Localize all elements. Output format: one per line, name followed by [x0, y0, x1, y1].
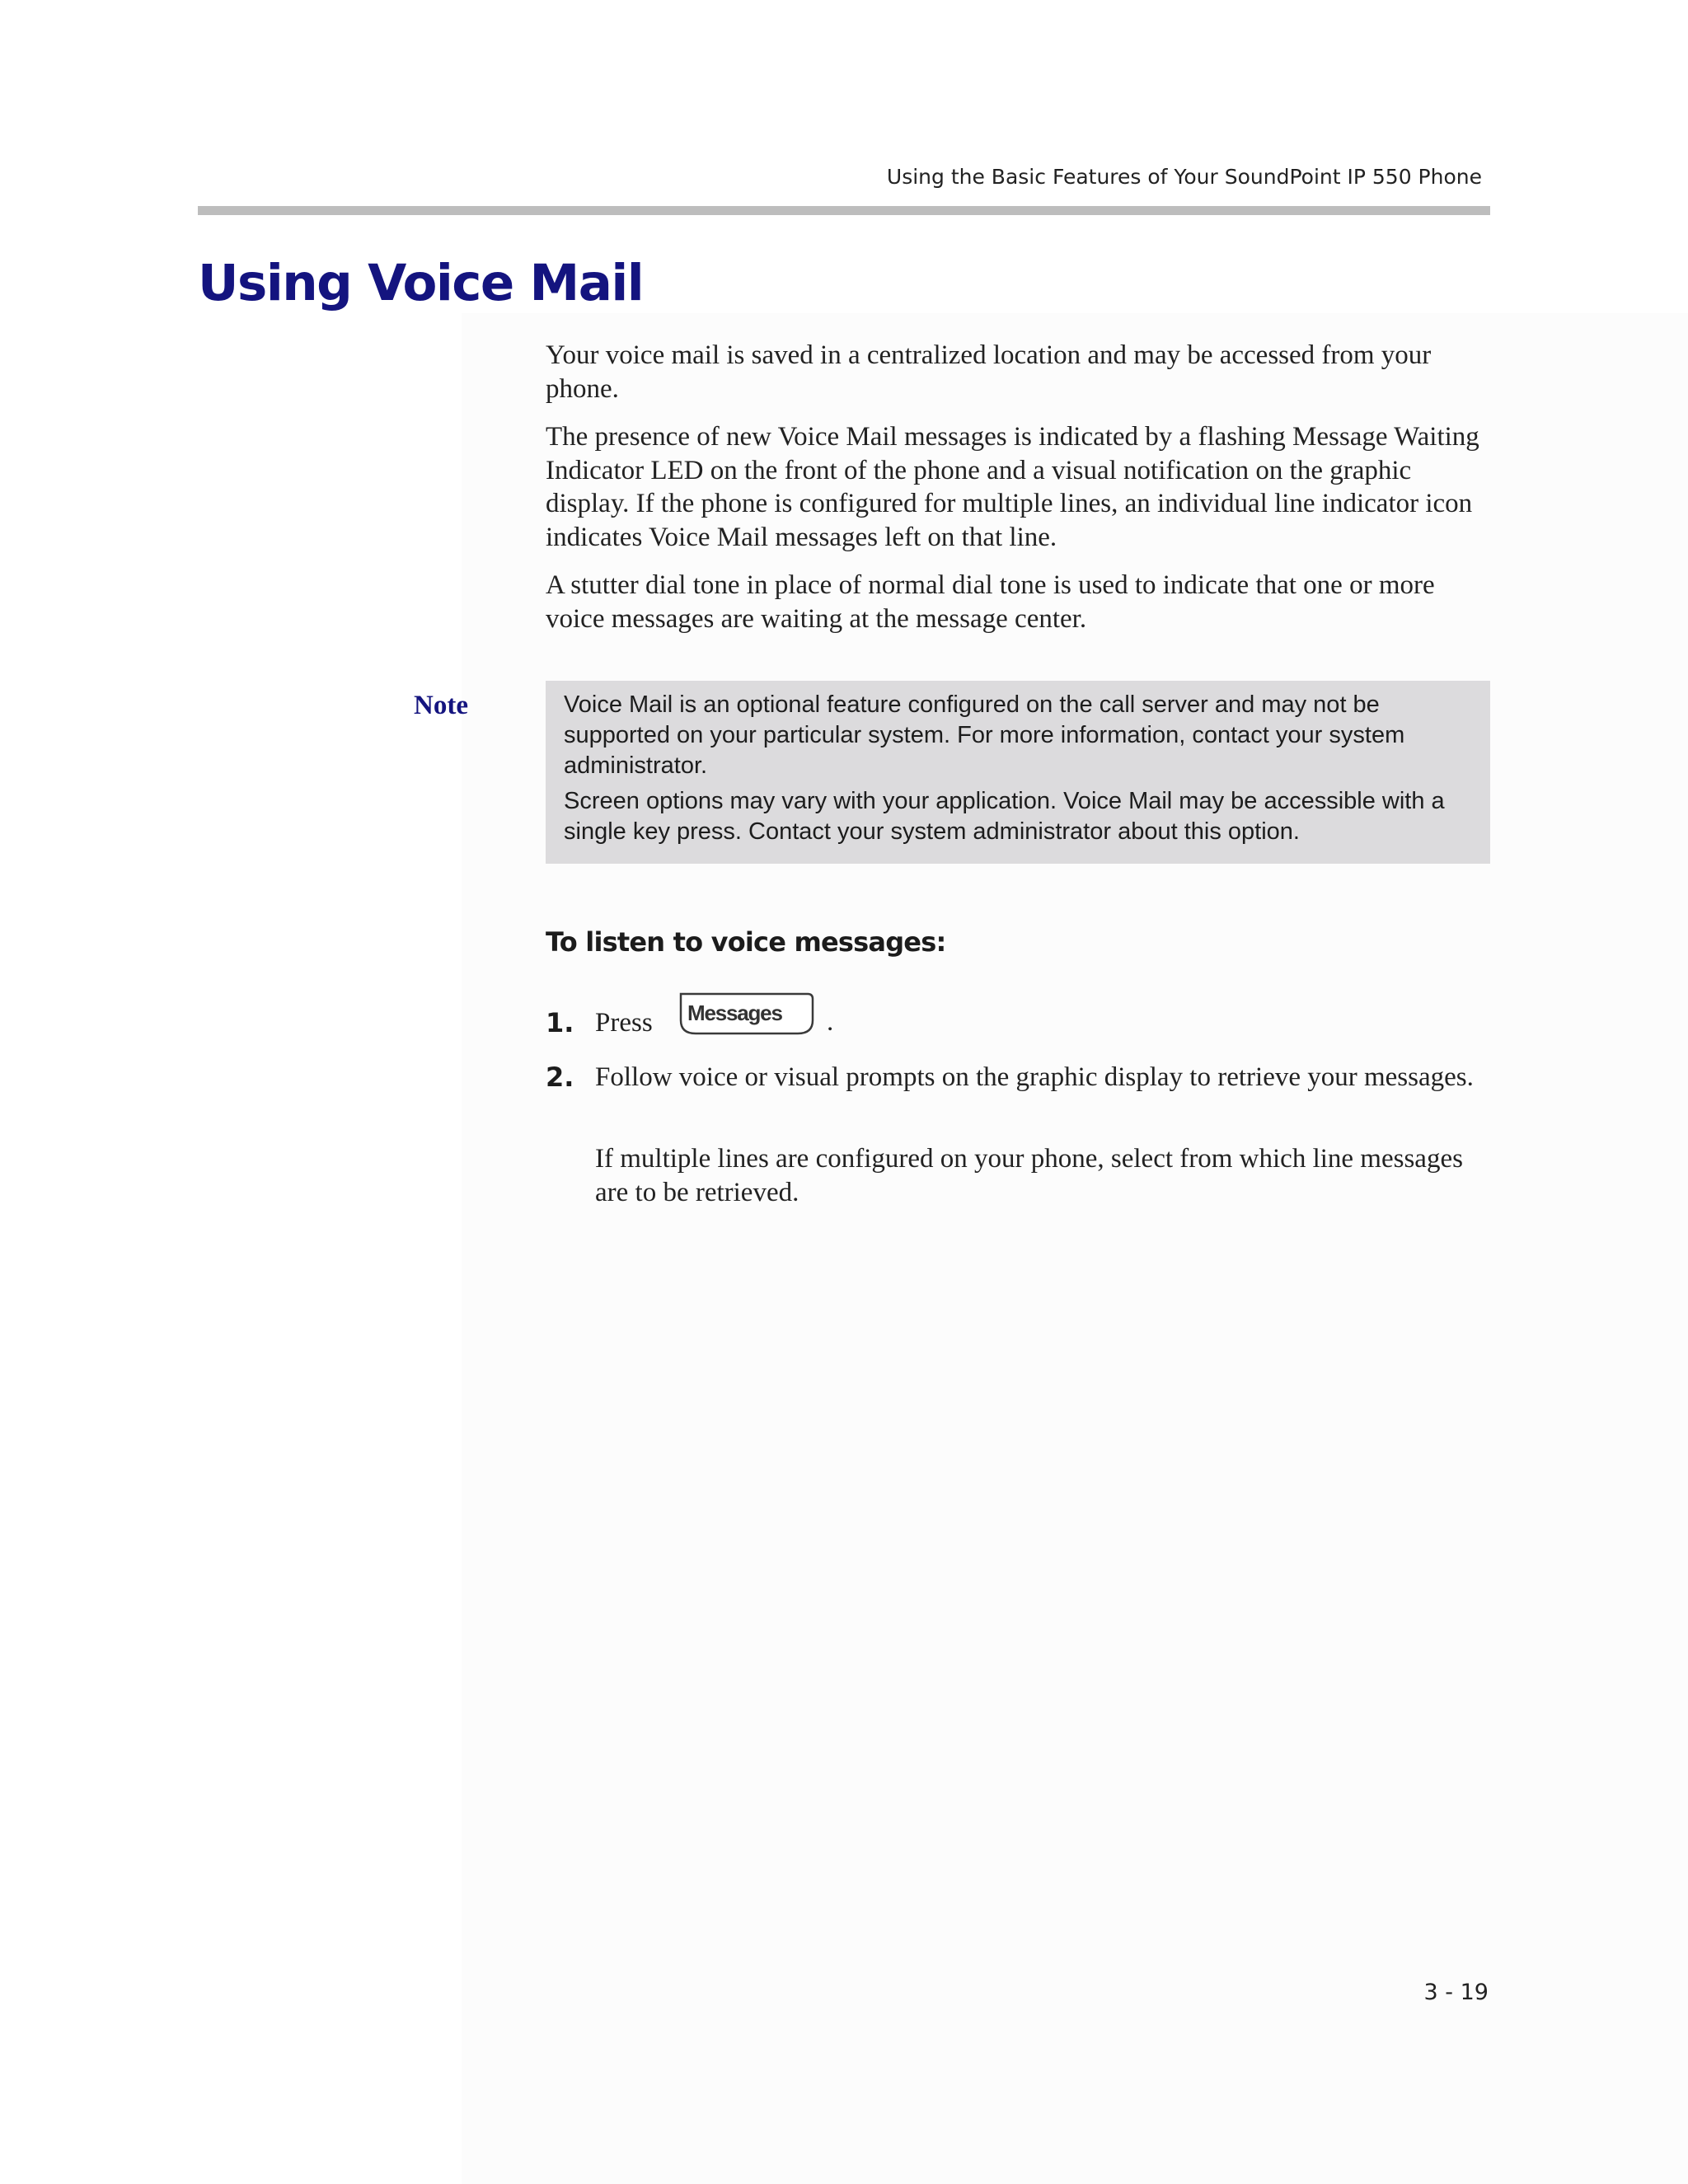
step-2-detail: If multiple lines are configured on your phone, select from which line messages are to be retrieved.	[595, 1144, 1463, 1207]
step-2-text: Follow voice or visual prompts on the graphic display to retrieve your messages.	[595, 1062, 1474, 1092]
step-1-period: .	[827, 1007, 834, 1037]
intro-paragraph-2: The presence of new Voice Mail messages is indicated by a flashing Message Waiting Indicator LED on the front of the phone and a visual notification on the graphic display. If the phone is configured for multiple lines, an individual line indicator icon indicates Voice Mail messages left on that line.	[546, 422, 1479, 552]
page-number: 3 - 19	[1423, 1980, 1489, 2005]
step-2-number: 2.	[546, 1062, 574, 1093]
intro-paragraph-3: A stutter dial tone in place of normal dial tone is used to indicate that one or more voice messages are waiting at the message center.	[546, 570, 1435, 634]
messages-key-label: Messages	[687, 1001, 782, 1025]
procedure-heading: To listen to voice messages:	[546, 926, 946, 958]
step-1-text: Press	[595, 1008, 653, 1038]
messages-key-button[interactable]	[676, 991, 816, 1037]
note-paragraph-1: Voice Mail is an optional feature configured on the call server and may not be supported on your particular system. For more information, contact your system administrator.	[564, 691, 1405, 779]
section-title: Using Voice Mail	[198, 254, 644, 312]
running-header: Using the Basic Features of Your SoundPoint IP 550 Phone	[886, 165, 1482, 189]
note-label: Note	[414, 691, 468, 720]
step-1-number: 1.	[546, 1007, 574, 1038]
note-paragraph-2: Screen options may vary with your application. Voice Mail may be accessible with a single key press. Contact your system administrator about this option.	[564, 788, 1445, 845]
note-box	[546, 681, 1490, 864]
header-rule	[198, 206, 1490, 215]
intro-paragraph-1: Your voice mail is saved in a centralized location and may be accessed from your phone.	[546, 340, 1432, 404]
